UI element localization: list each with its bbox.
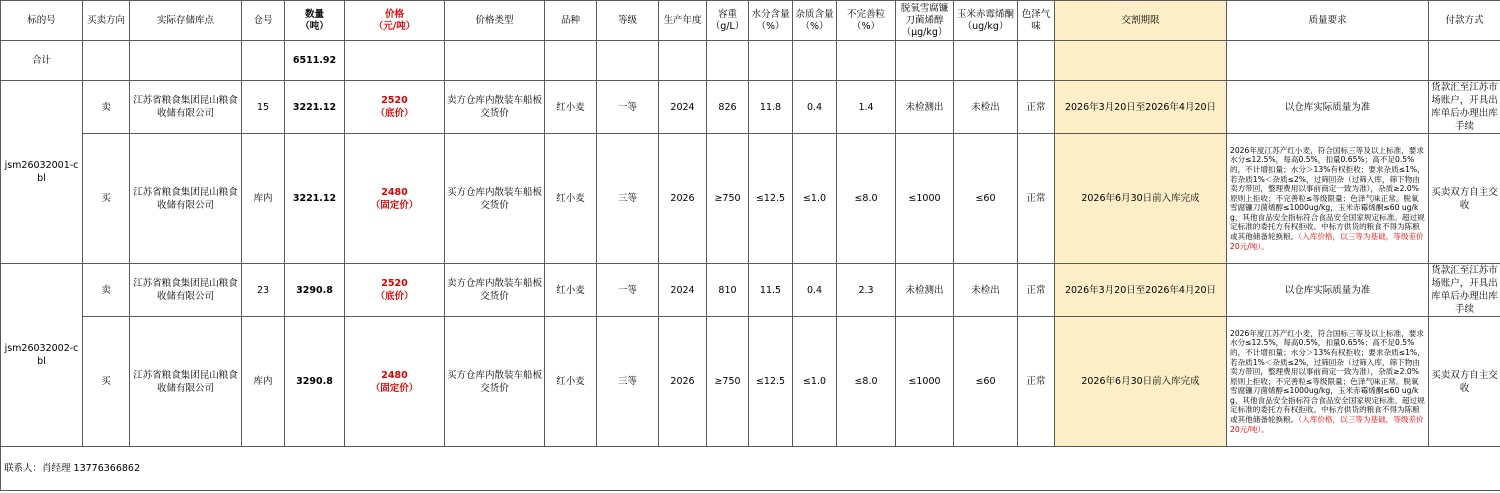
header-imperfect	[837, 1, 896, 41]
header-don	[896, 1, 954, 41]
delivery-cell: 2026年3月20日至2026年4月20日	[1055, 264, 1227, 317]
header-warehouse: 实际存储库点	[130, 1, 242, 41]
quality-price-note: （入库价格，以三等为基础，等级差价20元/吨）。	[1230, 232, 1424, 251]
empty-cell	[130, 41, 242, 81]
empty-cell	[345, 41, 445, 81]
year-cell: 2024	[659, 264, 707, 317]
header-grade: 等级	[597, 1, 659, 41]
variety-cell: 红小麦	[545, 134, 597, 264]
empty-cell	[242, 41, 285, 81]
contact-info: 联系人：肖经理 13776366862	[1, 447, 1500, 491]
header-color-line1: 色泽气	[1021, 8, 1051, 20]
header-price-type: 价格类型	[445, 1, 545, 41]
warehouse-cell: 江苏省粮食集团昆山粮食收储有限公司	[130, 317, 242, 447]
moisture-cell: ≤12.5	[749, 134, 793, 264]
imperfect-cell: 1.4	[837, 81, 896, 134]
contact-row	[1, 447, 1500, 491]
bin-cell: 库内	[242, 134, 285, 264]
price-cell	[345, 264, 445, 317]
header-quantity	[285, 1, 345, 41]
price-value: 2520	[381, 95, 408, 106]
imperfect-cell: ≤8.0	[837, 134, 896, 264]
empty-cell	[954, 41, 1018, 81]
direction-cell: 卖	[83, 81, 130, 134]
empty-cell	[597, 41, 659, 81]
header-lot-no: 标的号	[1, 1, 83, 41]
header-impurity-line2: （%）	[800, 20, 829, 32]
direction-cell: 买	[83, 317, 130, 447]
empty-cell	[659, 41, 707, 81]
year-cell: 2026	[659, 134, 707, 264]
variety-cell: 红小麦	[545, 81, 597, 134]
bin-cell: 15	[242, 81, 285, 134]
warehouse-cell: 江苏省粮食集团昆山粮食收储有限公司	[130, 81, 242, 134]
grade-cell: 三等	[597, 134, 659, 264]
header-moisture-line1: 水分含量	[751, 8, 790, 20]
price-cell	[345, 81, 445, 134]
delivery-cell: 2026年6月30日前入库完成	[1055, 134, 1227, 264]
impurity-cell: ≤1.0	[793, 317, 837, 447]
empty-cell	[1429, 41, 1500, 81]
empty-cell	[793, 41, 837, 81]
header-delivery: 交割期限	[1055, 1, 1227, 41]
header-don-line3: （μg/kg）	[901, 26, 948, 38]
color-cell: 正常	[1018, 81, 1055, 134]
header-impurity	[793, 1, 837, 41]
header-imperfect-line2: （%）	[851, 20, 881, 32]
price-type-cell: 买方仓库内散装车船板交货价	[445, 134, 545, 264]
payment-cell: 货款汇至江苏市场账户，开具出库单后办理出库手续	[1429, 264, 1500, 317]
empty-cell	[445, 41, 545, 81]
impurity-cell: 0.4	[793, 81, 837, 134]
header-color-line2: 味	[1031, 20, 1041, 32]
year-cell: 2026	[659, 317, 707, 447]
payment-cell: 买卖双方自主交收	[1429, 317, 1500, 447]
warehouse-cell: 江苏省粮食集团昆山粮食收储有限公司	[130, 134, 242, 264]
imperfect-cell: ≤8.0	[837, 317, 896, 447]
header-moisture	[749, 1, 793, 41]
price-type-cell: 买方仓库内散装车船板交货价	[445, 317, 545, 447]
header-price-line2: （元/吨）	[373, 20, 416, 32]
quality-requirements	[1227, 317, 1429, 447]
empty-cell	[707, 41, 749, 81]
table-row	[1, 81, 1500, 134]
price-value: 2480	[381, 186, 408, 198]
grade-cell: 一等	[597, 81, 659, 134]
quantity-cell: 3221.12	[285, 134, 345, 264]
grade-cell: 一等	[597, 264, 659, 317]
header-zea-line2: （ug/kg）	[962, 20, 1009, 32]
header-density-line2: （g/L）	[710, 20, 745, 32]
header-direction: 买卖方向	[83, 1, 130, 41]
bin-cell: 23	[242, 264, 285, 317]
table-row	[1, 134, 1500, 264]
moisture-cell: ≤12.5	[749, 317, 793, 447]
density-cell: ≥750	[707, 317, 749, 447]
zea-cell: 未检出	[954, 264, 1018, 317]
don-cell: ≤1000	[896, 134, 954, 264]
lot-number: jsm26032002-cbl	[1, 264, 83, 447]
delivery-cell: 2026年6月30日前入库完成	[1055, 317, 1227, 447]
variety-cell: 红小麦	[545, 317, 597, 447]
price-note: （底价）	[375, 108, 414, 119]
impurity-cell: ≤1.0	[793, 134, 837, 264]
header-density	[707, 1, 749, 41]
quality-cell: 以仓库实际质量为准	[1227, 264, 1429, 317]
header-price	[345, 1, 445, 41]
zea-cell: ≤60	[954, 134, 1018, 264]
density-cell: ≥750	[707, 134, 749, 264]
price-value: 2520	[381, 278, 408, 289]
quality-price-note: （入库价格，以三等为基础，等级差价20元/吨）。	[1230, 415, 1424, 434]
table-row	[1, 317, 1500, 447]
price-value: 2480	[381, 369, 408, 381]
quality-text: 2026年度江苏产红小麦，符合国标三等及以上标准，要求水分≤12.5%，每高0.5%，扣量0.65%；高不足0.5%的，不计增扣量；水分＞13%有权拒收；要求杂质≤1%，若杂质1%＜杂质≤2%，过筛回杂（过筛入库，筛下物由卖方带回，整理费用以事前商定一致为准），杂质≥2.0%原则上拒收；不完善粒≤等级限量；色泽气味正常。脱氧雪腐镰刀菌烯醇≤1000ug/kg，玉米赤霉烯酮≤60 ug/kg，其他食品安全指标符合食品安全国家规定标准。超过规定标准的委托方有权拒收。中标方供货的粮食不得为陈粮或其他储备轮换粮。	[1230, 328, 1425, 425]
total-row	[1, 41, 1500, 81]
density-cell: 810	[707, 264, 749, 317]
empty-cell	[1018, 41, 1055, 81]
empty-cell	[1055, 41, 1227, 81]
price-cell	[345, 317, 445, 447]
price-type-cell: 卖方仓库内散装车船板交货价	[445, 264, 545, 317]
quality-text: 2026年度江苏产红小麦，符合国标三等及以上标准，要求水分≤12.5%，每高0.5%，扣量0.65%；高不足0.5%的，不计增扣量；水分＞13%有权拒收；要求杂质≤1%，若杂质1%＜杂质≤2%，过筛回杂（过筛入库，筛下物由卖方带回，整理费用以事前商定一致为准），杂质≥2.0%原则上拒收；不完善粒≤等级限量；色泽气味正常。脱氧雪腐镰刀菌烯醇≤1000ug/kg，玉米赤霉烯酮≤60 ug/kg，其他食品安全指标符合食品安全国家规定标准。超过规定标准的委托方有权拒收。中标方供货的粮食不得为陈粮或其他储备轮换粮。	[1230, 145, 1425, 242]
header-bin: 仓号	[242, 1, 285, 41]
zea-cell: ≤60	[954, 317, 1018, 447]
header-quantity-line1: 数量	[304, 8, 324, 20]
don-cell: 未检测出	[896, 264, 954, 317]
empty-cell	[896, 41, 954, 81]
header-zea-line1: 玉米赤霉烯酮	[956, 8, 1014, 20]
direction-cell: 买	[83, 134, 130, 264]
quality-requirements	[1227, 134, 1429, 264]
table-row	[1, 264, 1500, 317]
empty-cell	[545, 41, 597, 81]
quantity-cell: 3221.12	[285, 81, 345, 134]
variety-cell: 红小麦	[545, 264, 597, 317]
empty-cell	[1227, 41, 1429, 81]
price-note: （底价）	[375, 291, 414, 302]
quantity-cell: 3290.8	[285, 317, 345, 447]
payment-cell: 货款汇至江苏市场账户，开具出库单后办理出库手续	[1429, 81, 1500, 134]
grade-cell: 三等	[597, 317, 659, 447]
delivery-cell: 2026年3月20日至2026年4月20日	[1055, 81, 1227, 134]
quality-cell: 以仓库实际质量为准	[1227, 81, 1429, 134]
header-moisture-line2: （%）	[756, 20, 785, 32]
header-price-line1: 价格	[384, 8, 404, 20]
header-quality: 质量要求	[1227, 1, 1429, 41]
price-note: （固定价）	[370, 382, 419, 394]
header-imperfect-line1: 不完善粒	[846, 8, 885, 20]
header-don-line2: 刀菌烯醇	[905, 14, 944, 26]
color-cell: 正常	[1018, 264, 1055, 317]
header-don-line1: 脱氧雪腐镰	[900, 2, 949, 14]
price-type-cell: 卖方仓库内散装车船板交货价	[445, 81, 545, 134]
direction-cell: 卖	[83, 264, 130, 317]
empty-cell	[749, 41, 793, 81]
price-cell	[345, 134, 445, 264]
moisture-cell: 11.8	[749, 81, 793, 134]
lot-number: jsm26032001-cbl	[1, 81, 83, 264]
header-variety: 品种	[545, 1, 597, 41]
header-impurity-line1: 杂质含量	[795, 8, 834, 20]
color-cell: 正常	[1018, 317, 1055, 447]
bin-cell: 库内	[242, 317, 285, 447]
imperfect-cell: 2.3	[837, 264, 896, 317]
moisture-cell: 11.5	[749, 264, 793, 317]
header-quantity-line2: （吨）	[300, 20, 329, 32]
don-cell: ≤1000	[896, 317, 954, 447]
total-label: 合计	[1, 41, 83, 81]
header-color-smell	[1018, 1, 1055, 41]
total-quantity: 6511.92	[285, 41, 345, 81]
header-density-line1: 容重	[717, 8, 737, 20]
empty-cell	[837, 41, 896, 81]
color-cell: 正常	[1018, 134, 1055, 264]
payment-cell: 买卖双方自主交收	[1429, 134, 1500, 264]
header-year: 生产年度	[659, 1, 707, 41]
empty-cell	[83, 41, 130, 81]
warehouse-cell: 江苏省粮食集团昆山粮食收储有限公司	[130, 264, 242, 317]
header-zea	[954, 1, 1018, 41]
density-cell: 826	[707, 81, 749, 134]
impurity-cell: 0.4	[793, 264, 837, 317]
quantity-cell: 3290.8	[285, 264, 345, 317]
header-row	[1, 1, 1500, 41]
header-payment: 付款方式	[1429, 1, 1500, 41]
year-cell: 2024	[659, 81, 707, 134]
price-note: （固定价）	[370, 199, 419, 211]
don-cell: 未检测出	[896, 81, 954, 134]
zea-cell: 未检出	[954, 81, 1018, 134]
